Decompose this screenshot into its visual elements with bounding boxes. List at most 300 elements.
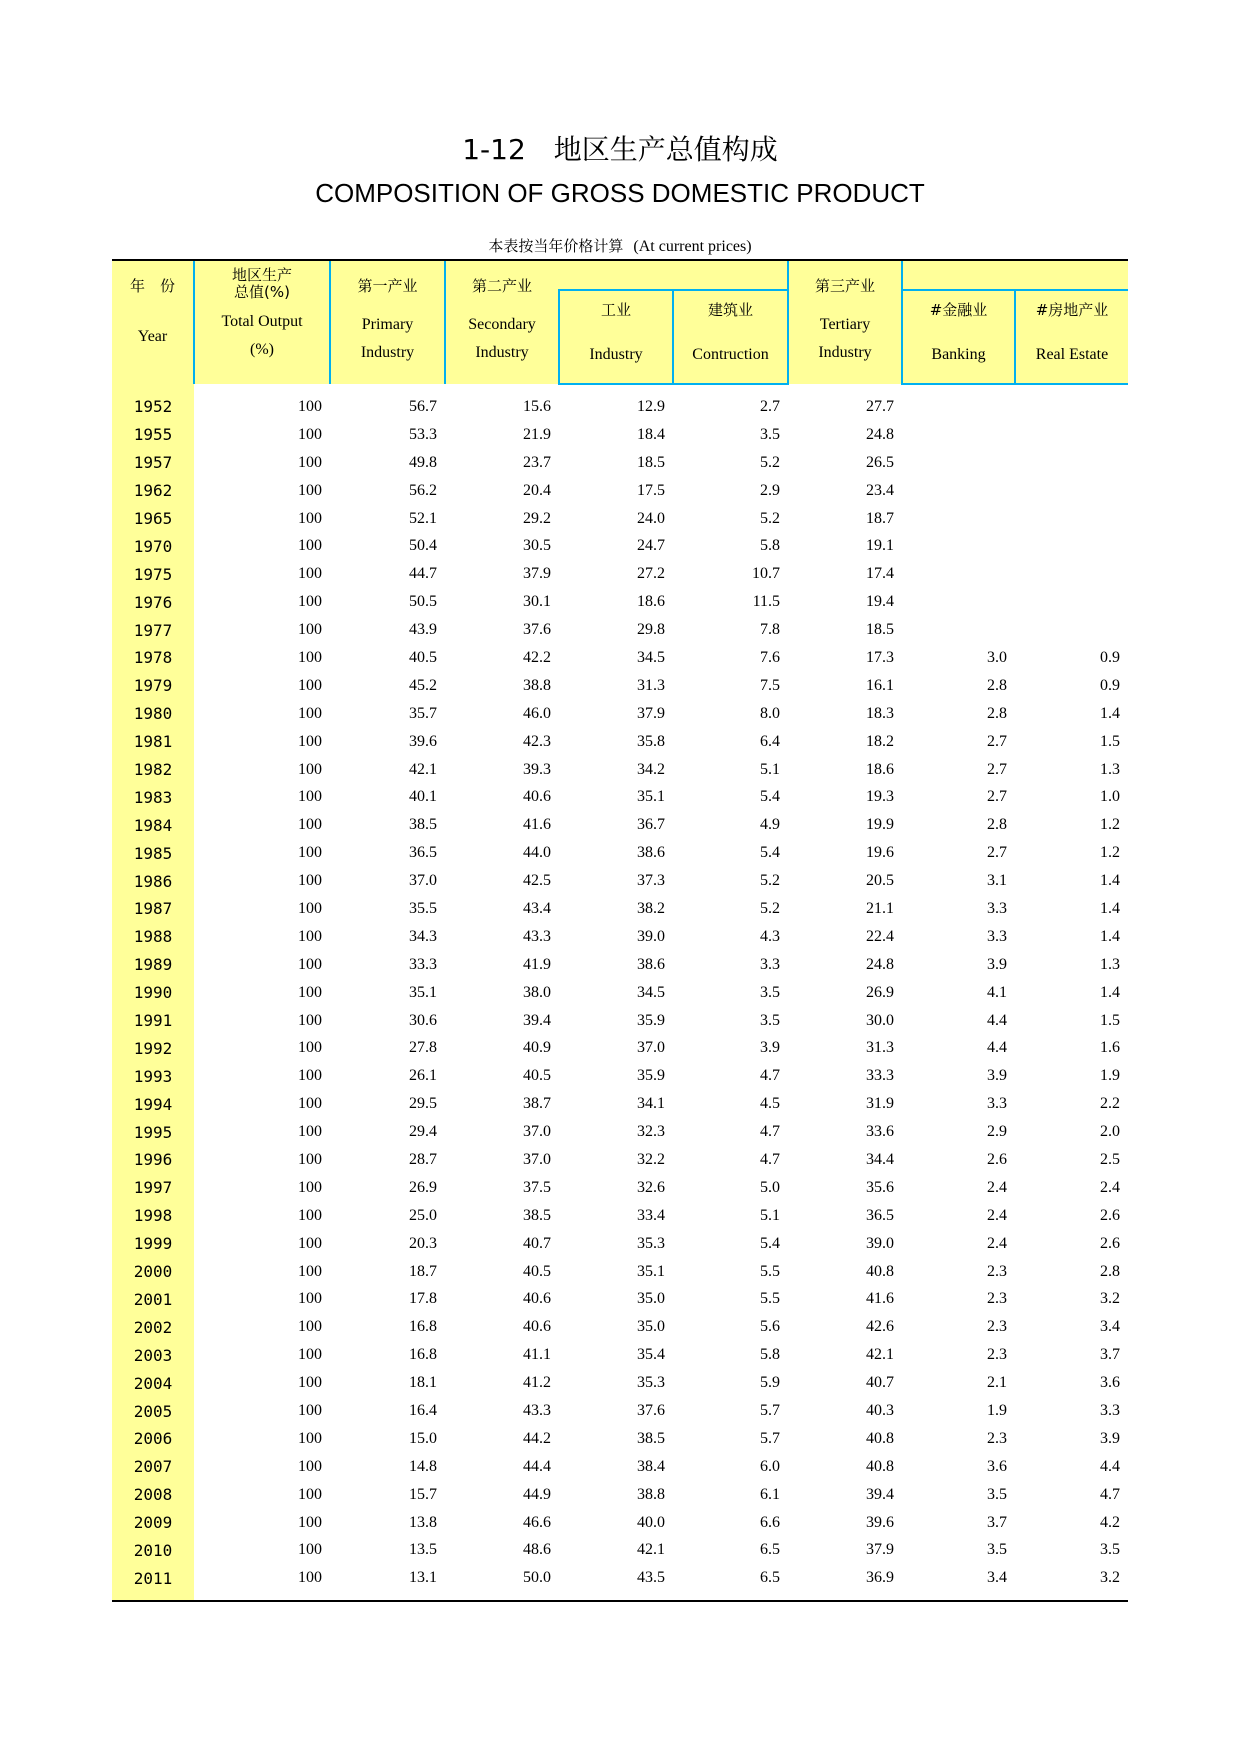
cell-construction: 6.1 [760, 1485, 780, 1503]
cell-secondary: 37.0 [523, 1150, 551, 1168]
cell-tertiary: 19.4 [866, 593, 894, 611]
cell-real-estate: 1.6 [1100, 1039, 1120, 1057]
cell-tertiary: 16.1 [866, 676, 894, 694]
cell-year: 1976 [112, 588, 194, 616]
cell-total: 100 [298, 1206, 322, 1224]
cell-banking [902, 532, 1015, 560]
table-row [112, 1397, 1128, 1425]
header-primary [330, 260, 445, 384]
cell-total: 100 [298, 1039, 322, 1057]
cell-primary: 26.9 [409, 1178, 437, 1196]
table-row [112, 979, 1128, 1007]
cell-real-estate [1015, 616, 1128, 644]
header-construction-en: Contruction [673, 327, 788, 384]
cell-tertiary: 18.5 [866, 621, 894, 639]
cell-real-estate: 1.5 [1100, 732, 1120, 750]
cell-year: 2011 [112, 1564, 194, 1592]
cell-total: 100 [298, 1095, 322, 1113]
cell-total: 100 [298, 788, 322, 806]
cell-banking: 3.3 [987, 899, 1007, 917]
cell-industry: 36.7 [637, 816, 665, 834]
cell-primary: 27.8 [409, 1039, 437, 1057]
cell-tertiary: 24.8 [866, 955, 894, 973]
cell-real-estate: 1.2 [1100, 816, 1120, 834]
cell-construction: 3.5 [760, 425, 780, 443]
header-banking-cn: #金融业 [902, 290, 1015, 327]
cell-primary: 18.1 [409, 1374, 437, 1392]
title-cn-text: 地区生产总值构成 [553, 133, 778, 166]
cell-total: 100 [298, 648, 322, 666]
header-tertiary [788, 260, 902, 384]
cell-secondary: 40.5 [523, 1262, 551, 1280]
table-number: 1-12 [462, 133, 526, 166]
cell-tertiary: 34.4 [866, 1150, 894, 1168]
cell-total: 100 [298, 816, 322, 834]
cell-secondary: 50.0 [523, 1569, 551, 1587]
table-row [112, 923, 1128, 951]
header-total-cn2: 总值(%) [234, 283, 290, 301]
cell-year: 2005 [112, 1397, 194, 1425]
cell-primary: 33.3 [409, 955, 437, 973]
cell-industry: 37.6 [637, 1402, 665, 1419]
cell-real-estate: 1.4 [1100, 927, 1120, 945]
cell-year: 2003 [112, 1341, 194, 1369]
cell-industry: 34.5 [637, 983, 665, 1001]
cell-banking: 4.4 [987, 1011, 1007, 1029]
cell-tertiary: 30.0 [866, 1011, 894, 1029]
cell-banking: 2.7 [987, 760, 1007, 778]
cell-banking [902, 505, 1015, 533]
cell-real-estate [1015, 560, 1128, 588]
table-row [112, 1034, 1128, 1062]
cell-total: 100 [298, 983, 322, 1001]
cell-secondary: 39.3 [523, 760, 551, 778]
table-row [112, 1481, 1128, 1509]
cell-tertiary: 21.1 [866, 899, 894, 917]
cell-banking: 4.1 [987, 983, 1007, 1001]
cell-tertiary: 18.3 [866, 704, 894, 722]
cell-banking [902, 421, 1015, 449]
cell-banking [902, 560, 1015, 588]
cell-real-estate: 0.9 [1100, 676, 1120, 694]
header-industry-en: Industry [559, 327, 673, 384]
cell-primary: 34.3 [409, 927, 437, 945]
cell-banking: 2.3 [987, 1262, 1007, 1280]
cell-real-estate: 1.2 [1100, 844, 1120, 862]
gdp-composition-table [112, 259, 1128, 1602]
table-row [112, 644, 1128, 672]
cell-total: 100 [298, 537, 322, 555]
cell-real-estate: 1.9 [1100, 1067, 1120, 1085]
cell-construction: 2.7 [760, 397, 780, 415]
cell-banking: 3.9 [987, 1067, 1007, 1085]
cell-real-estate [1015, 393, 1128, 421]
cell-industry: 24.7 [637, 537, 665, 555]
cell-secondary: 40.5 [523, 1067, 551, 1085]
cell-construction: 4.7 [760, 1067, 780, 1085]
cell-total: 100 [298, 1011, 322, 1029]
cell-total: 100 [298, 1262, 322, 1280]
header-year-cn: 年 份 [129, 277, 175, 295]
cell-total: 100 [298, 1429, 322, 1447]
cell-primary: 53.3 [409, 425, 437, 443]
cell-industry: 27.2 [637, 565, 665, 583]
cell-year: 1990 [112, 979, 194, 1007]
table-row [112, 588, 1128, 616]
bottom-pad-cell [194, 1592, 1128, 1601]
header-secondary-cn: 第二产业 [471, 277, 532, 295]
table-row [112, 1564, 1128, 1592]
cell-construction: 5.4 [760, 844, 780, 862]
cell-tertiary: 19.9 [866, 816, 894, 834]
cell-construction: 10.7 [752, 565, 780, 583]
cell-banking [902, 477, 1015, 505]
cell-primary: 16.8 [409, 1346, 437, 1364]
table-row [112, 756, 1128, 784]
cell-construction: 4.7 [760, 1123, 780, 1141]
cell-banking: 3.5 [987, 1541, 1007, 1559]
cell-industry: 34.5 [637, 648, 665, 666]
header-tertiary-en1: Tertiary [819, 316, 871, 333]
cell-tertiary: 19.3 [866, 788, 894, 806]
cell-banking: 2.7 [987, 844, 1007, 862]
cell-primary: 40.1 [409, 788, 437, 806]
cell-banking: 3.6 [987, 1457, 1007, 1475]
cell-banking: 2.3 [987, 1346, 1007, 1364]
cell-primary: 40.5 [409, 648, 437, 666]
cell-banking: 3.0 [987, 648, 1007, 666]
header-year [112, 260, 194, 384]
cell-industry: 39.0 [637, 927, 665, 945]
header-total-en2: (%) [250, 341, 274, 358]
cell-real-estate: 0.9 [1100, 648, 1120, 666]
cell-total: 100 [298, 1457, 322, 1475]
cell-industry: 35.9 [637, 1011, 665, 1029]
cell-industry: 29.8 [637, 621, 665, 639]
table-row [112, 1202, 1128, 1230]
cell-construction: 5.7 [760, 1429, 780, 1447]
cell-industry: 34.2 [637, 760, 665, 778]
header-primary-en1: Primary [361, 316, 414, 333]
table-row [112, 951, 1128, 979]
cell-real-estate: 1.3 [1100, 760, 1120, 778]
cell-secondary: 44.4 [523, 1457, 551, 1475]
cell-tertiary: 20.5 [866, 872, 894, 890]
cell-total: 100 [298, 872, 322, 890]
cell-primary: 28.7 [409, 1150, 437, 1168]
cell-banking: 2.7 [987, 788, 1007, 806]
cell-industry: 35.1 [637, 788, 665, 806]
table-row [112, 1007, 1128, 1035]
cell-tertiary: 39.0 [866, 1234, 894, 1252]
header-real-estate-cn: #房地产业 [1015, 290, 1128, 327]
table-row [112, 839, 1128, 867]
cell-year: 2009 [112, 1509, 194, 1537]
cell-secondary: 43.3 [523, 927, 551, 945]
cell-secondary: 44.0 [523, 844, 551, 862]
cell-secondary: 15.6 [523, 397, 551, 415]
cell-year: 1989 [112, 951, 194, 979]
table-row [112, 783, 1128, 811]
cell-tertiary: 17.4 [866, 565, 894, 583]
cell-industry: 35.3 [637, 1374, 665, 1392]
cell-construction: 5.2 [760, 899, 780, 917]
cell-construction: 6.5 [760, 1541, 780, 1559]
table-row [112, 393, 1128, 421]
cell-banking: 3.3 [987, 927, 1007, 945]
table-row [112, 1230, 1128, 1258]
cell-secondary: 40.6 [523, 788, 551, 806]
cell-primary: 13.1 [409, 1569, 437, 1587]
cell-real-estate: 1.4 [1100, 983, 1120, 1001]
cell-industry: 24.0 [637, 509, 665, 527]
header-secondary-en2: Industry [475, 344, 529, 361]
header-real-estate-en: Real Estate [1015, 327, 1128, 384]
cell-banking: 2.7 [987, 732, 1007, 750]
table-row [112, 700, 1128, 728]
cell-primary: 50.4 [409, 537, 437, 555]
cell-total: 100 [298, 1318, 322, 1336]
cell-construction: 6.0 [760, 1457, 780, 1475]
cell-secondary: 41.1 [523, 1346, 551, 1364]
cell-banking: 3.5 [987, 1485, 1007, 1503]
cell-secondary: 46.0 [523, 704, 551, 722]
cell-primary: 52.1 [409, 509, 437, 527]
cell-year: 1984 [112, 811, 194, 839]
cell-total: 100 [298, 899, 322, 917]
cell-real-estate: 3.7 [1100, 1346, 1120, 1364]
cell-construction: 8.0 [760, 704, 780, 722]
header-secondary [445, 260, 559, 384]
cell-secondary: 46.6 [523, 1513, 551, 1531]
cell-total: 100 [298, 955, 322, 973]
spacer-year-cell [112, 384, 194, 393]
cell-tertiary: 23.4 [866, 481, 894, 499]
cell-total: 100 [298, 676, 322, 694]
cell-secondary: 41.9 [523, 955, 551, 973]
cell-industry: 38.4 [637, 1457, 665, 1475]
cell-secondary: 38.8 [523, 676, 551, 694]
cell-industry: 12.9 [637, 397, 665, 415]
cell-primary: 16.8 [409, 1318, 437, 1336]
cell-tertiary: 17.3 [866, 648, 894, 666]
cell-industry: 35.1 [637, 1262, 665, 1280]
cell-total: 100 [298, 1123, 322, 1141]
cell-year: 1987 [112, 895, 194, 923]
header-primary-en2: Industry [360, 344, 415, 361]
cell-banking: 2.6 [987, 1150, 1007, 1168]
table-row [112, 1537, 1128, 1565]
cell-banking [902, 588, 1015, 616]
cell-real-estate: 4.7 [1100, 1485, 1120, 1503]
cell-construction: 7.5 [760, 676, 780, 694]
cell-total: 100 [298, 565, 322, 583]
cell-total: 100 [298, 1569, 322, 1587]
cell-construction: 5.5 [760, 1290, 780, 1308]
cell-construction: 5.6 [760, 1318, 780, 1336]
cell-industry: 35.4 [637, 1346, 665, 1364]
cell-year: 1983 [112, 783, 194, 811]
cell-primary: 14.8 [409, 1457, 437, 1475]
header-tertiary-span [902, 260, 1128, 290]
cell-construction: 5.7 [760, 1402, 780, 1419]
cell-primary: 45.2 [409, 676, 437, 694]
cell-primary: 56.2 [409, 481, 437, 499]
table-row [112, 1118, 1128, 1146]
cell-year: 2001 [112, 1286, 194, 1314]
cell-total: 100 [298, 1290, 322, 1308]
header-year-en: Year [137, 328, 168, 345]
cell-tertiary: 19.1 [866, 537, 894, 555]
cell-primary: 13.8 [409, 1513, 437, 1531]
cell-year: 1985 [112, 839, 194, 867]
cell-banking: 2.3 [987, 1429, 1007, 1447]
cell-secondary: 29.2 [523, 509, 551, 527]
cell-total: 100 [298, 593, 322, 611]
cell-tertiary: 36.9 [866, 1569, 894, 1587]
cell-industry: 35.9 [637, 1067, 665, 1085]
table-row [112, 616, 1128, 644]
header-tertiary-en2: Industry [818, 344, 872, 361]
cell-construction: 7.8 [760, 621, 780, 639]
cell-primary: 16.4 [409, 1402, 437, 1419]
cell-banking: 2.9 [987, 1123, 1007, 1141]
cell-industry: 37.9 [637, 704, 665, 722]
header-secondary-en1: Secondary [468, 316, 536, 333]
cell-tertiary: 33.6 [866, 1123, 894, 1141]
cell-year: 1975 [112, 560, 194, 588]
cell-secondary: 30.5 [523, 537, 551, 555]
cell-total: 100 [298, 1513, 322, 1531]
cell-year: 1980 [112, 700, 194, 728]
cell-tertiary: 26.5 [866, 453, 894, 471]
cell-year: 1995 [112, 1118, 194, 1146]
cell-banking: 3.7 [987, 1513, 1007, 1531]
cell-primary: 35.1 [409, 983, 437, 1001]
cell-real-estate: 2.8 [1100, 1262, 1120, 1280]
spacer-row [112, 384, 1128, 393]
cell-secondary: 21.9 [523, 425, 551, 443]
cell-industry: 35.0 [637, 1290, 665, 1308]
cell-industry: 35.8 [637, 732, 665, 750]
cell-tertiary: 36.5 [866, 1206, 894, 1224]
cell-year: 1982 [112, 756, 194, 784]
cell-banking: 2.4 [987, 1206, 1007, 1224]
cell-banking: 2.8 [987, 816, 1007, 834]
cell-year: 1977 [112, 616, 194, 644]
cell-real-estate: 1.4 [1100, 899, 1120, 917]
cell-year: 2006 [112, 1425, 194, 1453]
cell-tertiary: 18.7 [866, 509, 894, 527]
header-total-cn1: 地区生产 [231, 266, 292, 284]
cell-total: 100 [298, 397, 322, 415]
cell-industry: 17.5 [637, 481, 665, 499]
cell-construction: 3.9 [760, 1039, 780, 1057]
cell-industry: 40.0 [637, 1513, 665, 1531]
cell-industry: 32.2 [637, 1150, 665, 1168]
cell-tertiary: 42.6 [866, 1318, 894, 1336]
cell-total: 100 [298, 844, 322, 862]
cell-tertiary: 27.7 [866, 397, 894, 415]
cell-primary: 37.0 [409, 872, 437, 890]
cell-total: 100 [298, 453, 322, 471]
cell-real-estate: 1.3 [1100, 955, 1120, 973]
cell-tertiary: 31.3 [866, 1039, 894, 1057]
table-row [112, 1174, 1128, 1202]
cell-total: 100 [298, 1402, 322, 1419]
cell-secondary: 39.4 [523, 1011, 551, 1029]
cell-construction: 5.1 [760, 760, 780, 778]
cell-primary: 49.8 [409, 453, 437, 471]
cell-secondary: 40.6 [523, 1290, 551, 1308]
cell-year: 1965 [112, 505, 194, 533]
cell-real-estate: 3.4 [1100, 1318, 1120, 1336]
cell-secondary: 30.1 [523, 593, 551, 611]
cell-real-estate: 1.5 [1100, 1011, 1120, 1029]
cell-secondary: 41.2 [523, 1374, 551, 1392]
cell-construction: 5.2 [760, 509, 780, 527]
cell-real-estate: 4.4 [1100, 1457, 1120, 1475]
cell-year: 2007 [112, 1453, 194, 1481]
table-row [112, 728, 1128, 756]
cell-industry: 18.5 [637, 453, 665, 471]
cell-total: 100 [298, 732, 322, 750]
cell-year: 1962 [112, 477, 194, 505]
cell-year: 2002 [112, 1313, 194, 1341]
cell-real-estate: 2.4 [1100, 1178, 1120, 1196]
cell-real-estate: 4.2 [1100, 1513, 1120, 1531]
cell-construction: 3.5 [760, 1011, 780, 1029]
header-secondary-span [559, 260, 788, 290]
cell-construction: 6.6 [760, 1513, 780, 1531]
cell-year: 1993 [112, 1062, 194, 1090]
cell-industry: 37.3 [637, 872, 665, 890]
cell-industry: 18.6 [637, 593, 665, 611]
cell-tertiary: 40.3 [866, 1402, 894, 1419]
cell-primary: 17.8 [409, 1290, 437, 1308]
cell-tertiary: 26.9 [866, 983, 894, 1001]
cell-construction: 3.5 [760, 983, 780, 1001]
cell-secondary: 38.0 [523, 983, 551, 1001]
table-row [112, 895, 1128, 923]
cell-secondary: 40.9 [523, 1039, 551, 1057]
cell-construction: 4.5 [760, 1095, 780, 1113]
cell-real-estate [1015, 449, 1128, 477]
cell-industry: 34.1 [637, 1095, 665, 1113]
cell-year: 1970 [112, 532, 194, 560]
cell-tertiary: 18.2 [866, 732, 894, 750]
cell-industry: 33.4 [637, 1206, 665, 1224]
cell-secondary: 20.4 [523, 481, 551, 499]
cell-year: 2000 [112, 1258, 194, 1286]
cell-primary: 15.0 [409, 1429, 437, 1447]
cell-total: 100 [298, 509, 322, 527]
cell-year: 1996 [112, 1146, 194, 1174]
cell-primary: 20.3 [409, 1234, 437, 1252]
cell-tertiary: 42.1 [866, 1346, 894, 1364]
cell-secondary: 37.5 [523, 1178, 551, 1196]
header-tertiary-cn: 第三产业 [814, 277, 875, 295]
cell-banking: 3.9 [987, 955, 1007, 973]
cell-industry: 31.3 [637, 676, 665, 694]
cell-primary: 25.0 [409, 1206, 437, 1224]
page-title-cn [0, 128, 1240, 168]
cell-industry: 18.4 [637, 425, 665, 443]
cell-total: 100 [298, 1234, 322, 1252]
cell-industry: 38.6 [637, 955, 665, 973]
cell-secondary: 37.0 [523, 1123, 551, 1141]
cell-primary: 35.7 [409, 704, 437, 722]
